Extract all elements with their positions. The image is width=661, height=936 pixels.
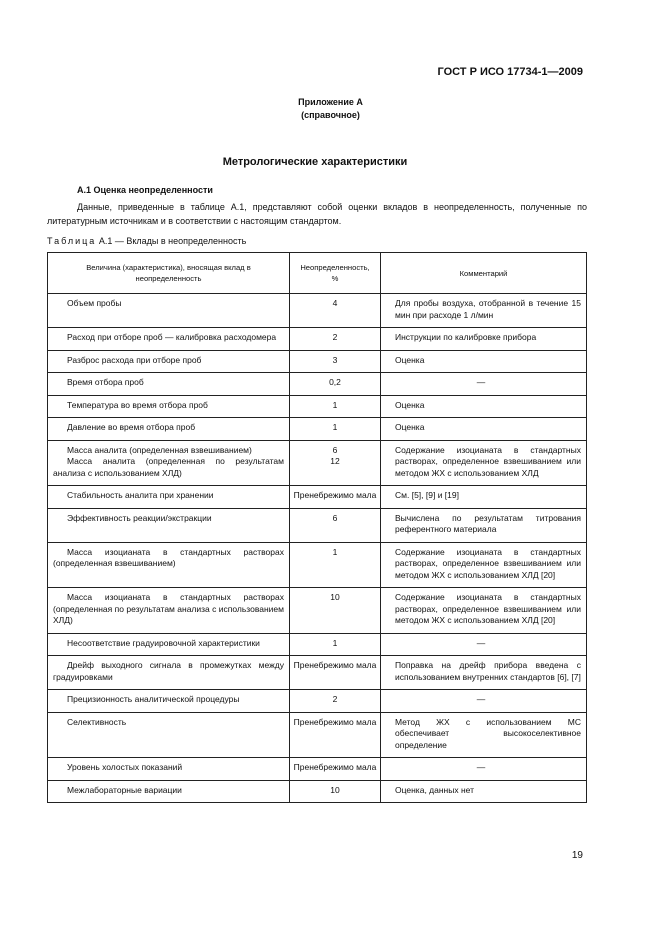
table-row: [48, 440, 587, 486]
quantity-cell: [48, 780, 290, 803]
table-caption: [47, 236, 246, 246]
uncertainty-cell: [290, 758, 381, 781]
comment-cell: [381, 542, 587, 588]
comment-text: Для пробы воздуха, отобранной в течение 15 мин при расходе 1 л/мин: [395, 298, 581, 320]
quantity-text: Прецизионность аналитической процедуры: [67, 694, 240, 704]
uncertainty-cell: [290, 328, 381, 351]
comment-text: Метод ЖХ с использованием МС обеспечивает высокоселективное определение: [395, 716, 581, 750]
uncertainty-value: 1: [332, 399, 338, 410]
uncertainty-value: 6: [332, 444, 338, 455]
quantity-text: Масса аналита (определенная по результатам анализа с использованием ХЛД): [53, 456, 284, 478]
uncertainty-value: 0,2: [329, 377, 341, 387]
quantity-text: Межлабораторные вариации: [67, 784, 182, 795]
table-row: [48, 633, 587, 656]
comment-cell: [381, 440, 587, 486]
uncertainty-value: 10: [330, 784, 340, 795]
uncertainty-value: 1: [332, 422, 338, 432]
quantity-cell: [48, 633, 290, 656]
quantity-cell: [48, 712, 290, 758]
table-row: [48, 486, 587, 509]
standard-id: ГОСТ Р ИСО 17734-1—2009: [437, 66, 583, 78]
uncertainty-value: 6: [332, 512, 338, 523]
comment-cell: [381, 418, 587, 441]
comment-text: —: [476, 694, 486, 704]
quantity-cell: [48, 328, 290, 351]
uncertainty-value: Пренебрежимо мала: [293, 716, 377, 727]
comment-text: Вычислена по результатам титрования референтного материала: [395, 512, 581, 534]
uncertainty-value: 10: [330, 592, 340, 602]
comment-text: Поправка на дрейф прибора введена с использованием внутренних стандартов [6], [7]: [395, 660, 581, 682]
comment-cell: [381, 780, 587, 803]
quantity-text: Давление во время отбора проб: [67, 422, 196, 432]
page-number: 19: [571, 850, 583, 861]
uncertainty-value: 2: [332, 332, 338, 342]
quantity-text: Время отбора проб: [67, 377, 144, 387]
comment-text: Содержание изоцианата в стандартных растворах, определенное взвешиванием или методом ЖХ с использованием ХЛД [20]: [395, 592, 581, 625]
uncertainty-value: 3: [332, 354, 338, 365]
table-caption-label: Таблица: [47, 236, 97, 246]
uncertainty-value: 12: [330, 456, 340, 466]
appendix-heading: [0, 96, 661, 122]
quantity-text: Расход при отборе проб — калибровка расходомера: [67, 332, 277, 342]
table-row: [48, 395, 587, 418]
uncertainty-value: Пренебрежимо мала: [293, 762, 377, 772]
uncertainty-value: 4: [332, 298, 338, 308]
table-row: [48, 328, 587, 351]
comment-cell: [381, 350, 587, 373]
appendix-title: Приложение А: [298, 97, 363, 107]
quantity-text: Объем пробы: [67, 298, 122, 308]
uncertainty-value: 2: [332, 694, 338, 704]
table-caption-text: А.1 — Вклады в неопределенность: [98, 236, 247, 246]
comment-cell: [381, 588, 587, 634]
comment-cell: [381, 373, 587, 396]
quantity-text: Уровень холостых показаний: [67, 762, 183, 772]
document-title: Метрологические характеристики: [222, 156, 408, 168]
table-row: [48, 294, 587, 328]
comment-cell: [381, 656, 587, 690]
quantity-text: Дрейф выходного сигнала в промежутках между градуировками: [53, 660, 284, 682]
comment-cell: [381, 690, 587, 713]
comment-cell: [381, 486, 587, 509]
comment-cell: [381, 758, 587, 781]
quantity-cell: [48, 350, 290, 373]
uncertainty-cell: [290, 712, 381, 758]
quantity-text: Разброс расхода при отборе проб: [67, 354, 202, 365]
table-row: [48, 542, 587, 588]
comment-text: —: [476, 637, 486, 648]
table-row: [48, 418, 587, 441]
comment-text: Содержание изоцианата в стандартных растворах, определенное взвешиванием или методом ЖХ с использованием ХЛД [20]: [395, 546, 581, 580]
uncertainty-value: 1: [332, 546, 338, 557]
uncertainty-cell: [290, 588, 381, 634]
quantity-text: Стабильность аналита при хранении: [67, 490, 214, 500]
header-uncertainty: Неопределенность, %: [290, 253, 381, 294]
quantity-text: Масса аналита (определенная взвешиванием): [67, 444, 252, 455]
uncertainty-cell: [290, 440, 381, 486]
quantity-cell: [48, 418, 290, 441]
uncertainty-value: Пренебрежимо мала: [293, 490, 377, 500]
comment-text: Инструкции по калибровке прибора: [395, 332, 537, 342]
quantity-cell: [48, 588, 290, 634]
quantity-text: Несоответствие градуировочной характеристики: [67, 637, 260, 648]
table-row: [48, 350, 587, 373]
table-body: [48, 294, 587, 803]
uncertainty-cell: [290, 542, 381, 588]
quantity-cell: [48, 294, 290, 328]
uncertainty-value: Пренебрежимо мала: [293, 660, 377, 670]
uncertainty-cell: [290, 690, 381, 713]
uncertainty-table: [47, 252, 587, 803]
quantity-cell: [48, 542, 290, 588]
comment-text: —: [476, 762, 486, 772]
uncertainty-cell: [290, 508, 381, 542]
quantity-cell: [48, 373, 290, 396]
table-row: [48, 508, 587, 542]
comment-cell: [381, 508, 587, 542]
table-row: [48, 712, 587, 758]
appendix-type: (справочное): [301, 110, 360, 120]
comment-text: Оценка: [395, 399, 425, 410]
comment-text: —: [476, 377, 486, 387]
table-row: [48, 373, 587, 396]
uncertainty-cell: [290, 633, 381, 656]
quantity-cell: [48, 508, 290, 542]
quantity-text: Эффективность реакции/экстракции: [67, 512, 212, 523]
section-title: А.1 Оценка неопределенности: [77, 185, 213, 195]
intro-paragraph: Данные, приведенные в таблице А.1, представляют собой оценки вкладов в неопределенность, полученные по литературным источникам и в соответствии с настоящим стандартом.: [47, 202, 587, 226]
comment-text: Оценка: [395, 354, 425, 365]
uncertainty-cell: [290, 418, 381, 441]
quantity-cell: [48, 440, 290, 486]
uncertainty-cell: [290, 656, 381, 690]
table-row: [48, 690, 587, 713]
quantity-cell: [48, 758, 290, 781]
comment-text: Оценка, данных нет: [395, 784, 474, 795]
quantity-cell: [48, 395, 290, 418]
comment-cell: [381, 328, 587, 351]
quantity-text: Масса изоцианата в стандартных растворах (определенная взвешиванием): [53, 546, 284, 568]
uncertainty-cell: [290, 373, 381, 396]
table-row: [48, 656, 587, 690]
header-comment: Комментарий: [381, 253, 587, 294]
quantity-text: Температура во время отбора проб: [67, 399, 208, 410]
comment-text: Оценка: [395, 422, 425, 432]
quantity-text: Селективность: [67, 716, 127, 727]
quantity-cell: [48, 486, 290, 509]
quantity-text: Масса изоцианата в стандартных растворах (определенная по результатам анализа с использованием ХЛД): [53, 592, 284, 625]
quantity-cell: [48, 656, 290, 690]
uncertainty-value: 1: [332, 637, 338, 648]
comment-text: См. [5], [9] и [19]: [395, 490, 459, 500]
comment-cell: [381, 294, 587, 328]
table-header-row: [48, 253, 587, 294]
table-row: [48, 588, 587, 634]
uncertainty-cell: [290, 294, 381, 328]
comment-cell: [381, 633, 587, 656]
comment-text: Содержание изоцианата в стандартных растворах, определенное взвешиванием или методом ЖХ с использованием ХЛД: [395, 444, 581, 478]
table-row: [48, 780, 587, 803]
comment-cell: [381, 712, 587, 758]
uncertainty-cell: [290, 486, 381, 509]
header-quantity: Величина (характеристика), вносящая вклад в неопределенность: [48, 253, 290, 294]
comment-cell: [381, 395, 587, 418]
uncertainty-cell: [290, 350, 381, 373]
uncertainty-cell: [290, 395, 381, 418]
uncertainty-cell: [290, 780, 381, 803]
quantity-cell: [48, 690, 290, 713]
table-row: [48, 758, 587, 781]
